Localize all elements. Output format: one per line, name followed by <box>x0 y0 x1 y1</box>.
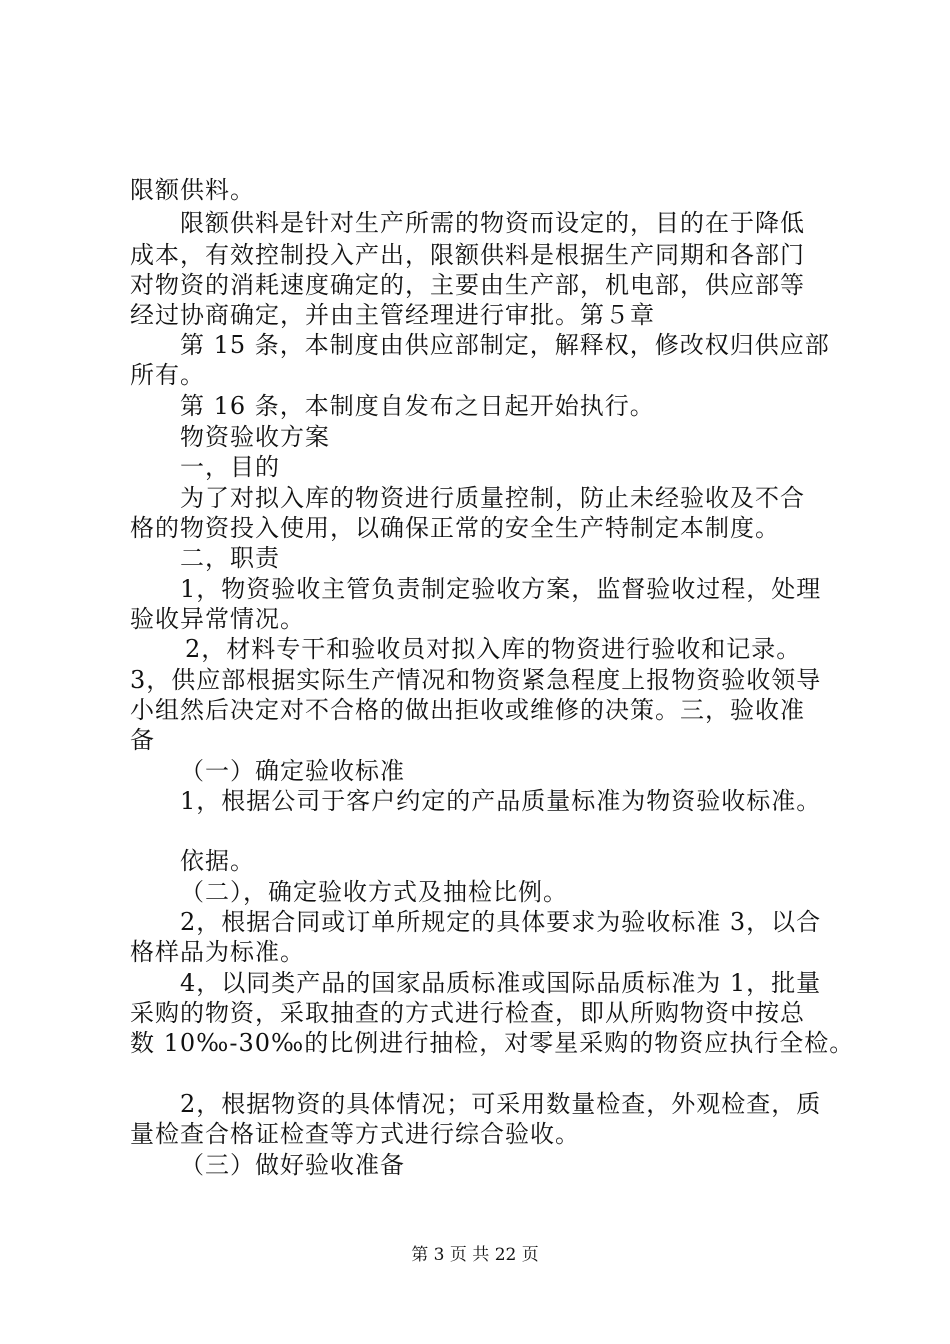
paragraph-line: 第 15 条，本制度由供应部制定，解释权，修改权归供应部 <box>180 331 830 359</box>
section-heading: 一，目的 <box>180 453 280 481</box>
paragraph-line: 4，以同类产品的国家品质标准或国际品质标准为 1，批量 <box>180 969 822 997</box>
paragraph-line: 为了对拟入库的物资进行质量控制，防止未经验收及不合 <box>180 484 805 512</box>
paragraph-line: 格的物资投入使用，以确保正常的安全生产特制定本制度。 <box>130 514 780 542</box>
page-number-footer: 第 3 页 共 22 页 <box>411 1245 539 1265</box>
paragraph-line: 备 <box>130 726 155 754</box>
paragraph-line: 1，根据公司于客户约定的产品质量标准为物资验收标准。 <box>180 787 822 815</box>
paragraph-line: 小组然后决定对不合格的做出拒收或维修的决策。三，验收准 <box>130 696 805 724</box>
paragraph-line: 验收异常情况。 <box>130 605 305 633</box>
paragraph-line: 3，供应部根据实际生产情况和物资紧急程度上报物资验收领导 <box>130 666 822 694</box>
paragraph-line: 2，材料专干和验收员对拟入库的物资进行验收和记录。 <box>185 635 802 663</box>
paragraph-line: 所有。 <box>130 361 205 389</box>
paragraph-line: 量检查合格证检查等方式进行综合验收。 <box>130 1120 580 1148</box>
paragraph-line: 数 10‰-30‰的比例进行抽检，对零星采购的物资应执行全检。 <box>130 1029 855 1057</box>
section-heading: 物资验收方案 <box>180 423 330 451</box>
section-heading: （三）做好验收准备 <box>180 1151 405 1179</box>
paragraph-line: 成本，有效控制投入产出，限额供料是根据生产同期和各部门 <box>130 241 805 269</box>
paragraph-line: 限额供料。 <box>130 176 255 204</box>
paragraph-line: 格样品为标准。 <box>130 938 305 966</box>
paragraph-line: 经过协商确定，并由主管经理进行审批。第５章 <box>130 301 655 329</box>
paragraph-line: 1，物资验收主管负责制定验收方案，监督验收过程，处理 <box>180 575 822 603</box>
paragraph-line: 对物资的消耗速度确定的，主要由生产部，机电部，供应部等 <box>130 271 805 299</box>
section-heading: （二），确定验收方式及抽检比例。 <box>180 878 568 906</box>
paragraph-line: 依据。 <box>180 847 255 875</box>
paragraph-line: 第 16 条，本制度自发布之日起开始执行。 <box>180 392 655 420</box>
paragraph-line: 采购的物资，采取抽查的方式进行检查，即从所购物资中按总 <box>130 999 805 1027</box>
section-heading: （一）确定验收标准 <box>180 757 405 785</box>
paragraph-line: 限额供料是针对生产所需的物资而设定的，目的在于降低 <box>180 209 805 237</box>
paragraph-line: 2，根据物资的具体情况；可采用数量检查，外观检查，质 <box>180 1090 822 1118</box>
section-heading: 二，职责 <box>180 544 280 572</box>
paragraph-line: 2，根据合同或订单所规定的具体要求为验收标准 3，以合 <box>180 908 822 936</box>
